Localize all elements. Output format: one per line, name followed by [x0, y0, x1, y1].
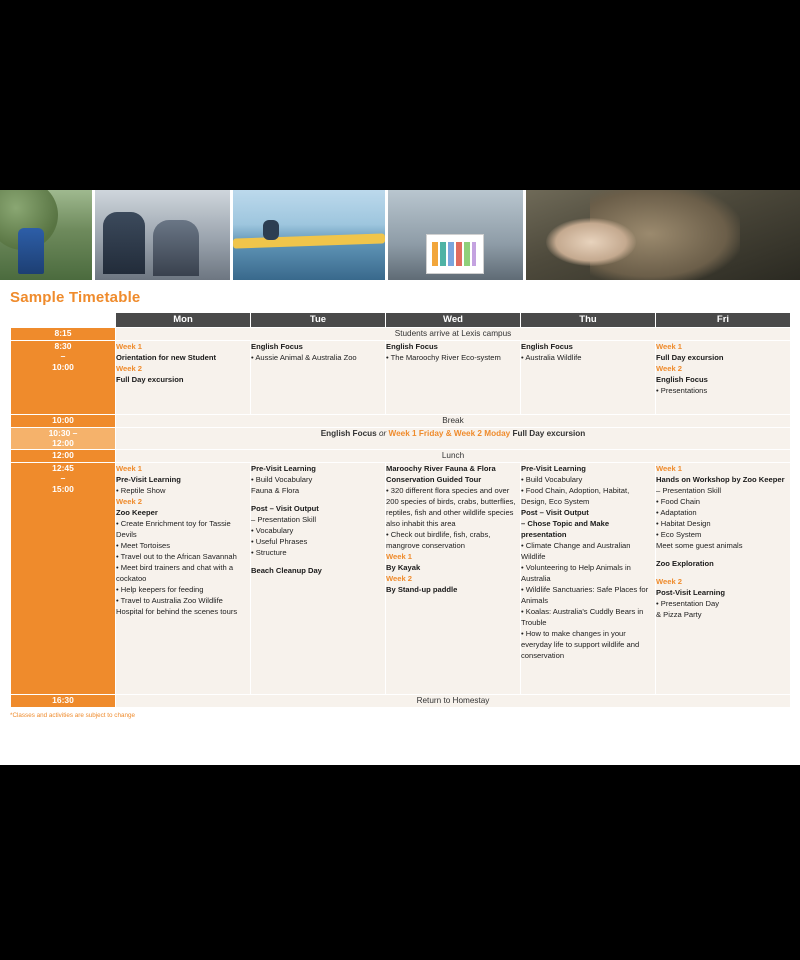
list-item: • Travel out to the African Savannah [116, 551, 237, 561]
photo-classroom [95, 190, 230, 280]
time-1000: 10:00 [11, 414, 116, 427]
fri-morning-week2-label: Week 2 [656, 363, 683, 373]
table-header-row [11, 313, 791, 328]
timetable-sheet [0, 190, 800, 765]
wed-aft-week2-label: Week 2 [386, 573, 413, 583]
footnote: *Classes and activities are subject to change [10, 711, 135, 719]
row-afternoon [11, 462, 791, 694]
list-item: • Create Enrichment toy for Tassie Devils [116, 518, 231, 539]
band-mid-or: or [378, 428, 387, 438]
list-item: Meet some guest animals [656, 540, 743, 550]
row-break [11, 414, 791, 427]
list-item: • Volunteering to Help Animals in Australia [521, 562, 631, 583]
list-item: • Eco System [656, 529, 702, 539]
cell-mon-afternoon [116, 462, 251, 694]
list-item: • Food Chain [656, 496, 701, 506]
tue-aft-list-1 [251, 474, 385, 496]
list-item: • Useful Phrases [251, 536, 308, 546]
wed-aft-week1-title: By Kayak [386, 562, 421, 572]
time-mid-start: 10:30 – [48, 427, 78, 438]
list-item: • Build Vocabulary [521, 474, 583, 484]
band-break: Break [116, 414, 791, 427]
wed-aft-week1-label: Week 1 [386, 551, 413, 561]
list-item: • Structure [251, 547, 287, 557]
mon-morning-week1-label: Week 1 [116, 341, 143, 351]
fri-aft-list-2 [656, 598, 790, 620]
band-mid-excursion: Full Day excursion [512, 428, 586, 438]
band-arrive: Students arrive at Lexis campus [116, 327, 791, 340]
photo-climbing-frame [0, 190, 92, 280]
time-1030-1200 [11, 427, 116, 449]
list-item: • Adaptation [656, 507, 697, 517]
wed-morning-heading: English Focus [386, 341, 438, 351]
mon-aft-week2-title: Zoo Keeper [116, 507, 158, 517]
band-mid-english: English Focus [320, 428, 377, 438]
fri-aft-week1-sub: – Presentation Skill [656, 485, 722, 495]
list-item: • Meet Tortoises [116, 540, 171, 550]
row-lunch [11, 449, 791, 462]
time-end: 10:00 [52, 361, 74, 372]
fri-aft-section-2: Zoo Exploration [656, 558, 714, 568]
list-item: • Check out birdlife, fish, crabs, mangrove conservation [386, 529, 491, 550]
tue-aft-title-2: Post – Visit Output [251, 503, 319, 513]
mon-aft-week1-title: Pre-Visit Learning [116, 474, 181, 484]
list-item: • Meet bird trainers and chat with a cockatoo [116, 562, 234, 583]
header-day-thu: Thu [521, 313, 656, 328]
list-item: • Food Chain, Adoption, Habitat, Design, Eco System [521, 485, 630, 506]
cell-wed-afternoon [386, 462, 521, 694]
list-item: • Vocabulary [251, 525, 294, 535]
fri-aft-week2-title: Post-Visit Learning [656, 587, 726, 597]
cell-fri-morning [656, 340, 791, 414]
fri-aft-list-1 [656, 496, 790, 551]
thu-aft-subtitle-2: – Chose Topic and Make presentation [521, 518, 610, 539]
mon-morning-week2-label: Week 2 [116, 363, 143, 373]
mon-aft-week2-label: Week 2 [116, 496, 143, 506]
row-morning [11, 340, 791, 414]
band-midmorning [116, 427, 791, 449]
cell-wed-morning [386, 340, 521, 414]
header-day-wed: Wed [386, 313, 521, 328]
time-0815: 8:15 [11, 327, 116, 340]
header-corner-blank [11, 313, 116, 328]
fri-aft-week1-label: Week 1 [656, 463, 683, 473]
tue-morning-item-0: • Aussie Animal & Australia Zoo [251, 352, 357, 362]
thu-morning-item-0: • Australia Wildlife [521, 352, 582, 362]
mon-aft-week2-list [116, 518, 250, 617]
tue-aft-title-1: Pre-Visit Learning [251, 463, 316, 473]
fri-aft-week2-label: Week 2 [656, 576, 683, 586]
tue-morning-heading: English Focus [251, 341, 303, 351]
tue-aft-title-3: Beach Cleanup Day [251, 565, 322, 575]
time-mid-end: 12:00 [52, 438, 74, 449]
thu-aft-title-1: Pre-Visit Learning [521, 463, 586, 473]
thu-aft-list-2 [521, 540, 655, 661]
time-1630: 16:30 [11, 694, 116, 707]
list-item: • Koalas: Australia's Cuddly Bears in Trouble [521, 606, 644, 627]
fri-aft-week1-title: Hands on Workshop by Zoo Keeper [656, 474, 785, 484]
time-0830-1000 [11, 340, 116, 414]
cell-mon-morning [116, 340, 251, 414]
thu-morning-heading: English Focus [521, 341, 573, 351]
mon-morning-week1-title: Orientation for new Student [116, 352, 216, 362]
photo-strip [0, 190, 800, 280]
header-day-tue: Tue [251, 313, 386, 328]
mon-aft-week1-label: Week 1 [116, 463, 143, 473]
cell-thu-afternoon [521, 462, 656, 694]
header-day-fri: Fri [656, 313, 791, 328]
header-day-mon: Mon [116, 313, 251, 328]
band-lunch: Lunch [116, 449, 791, 462]
list-item: • Travel to Australia Zoo Wildlife Hospital for behind the scenes tours [116, 595, 238, 616]
list-item: • Habitat Design [656, 518, 711, 528]
photo-students-chart [388, 190, 523, 280]
tue-aft-list-2 [251, 525, 385, 558]
list-item: • How to make changes in your everyday life to support wildlife and conservation [521, 628, 640, 660]
row-midmorning [11, 427, 791, 449]
fri-morning-week1-title: Full Day excursion [656, 352, 724, 362]
list-item: • Build Vocabulary [251, 474, 313, 484]
list-item: • Climate Change and Australian Wildlife [521, 540, 631, 561]
list-item: • Help keepers for feeding [116, 584, 204, 594]
wed-aft-list-1 [386, 485, 520, 551]
spacer [251, 496, 385, 503]
cell-fri-afternoon [656, 462, 791, 694]
time-1245-1500 [11, 462, 116, 694]
time-1200: 12:00 [11, 449, 116, 462]
list-item: Fauna & Flora [251, 485, 300, 495]
row-return [11, 694, 791, 707]
thu-aft-title-2: Post – Visit Output [521, 507, 589, 517]
mon-morning-week2-title: Full Day excursion [116, 374, 184, 384]
timetable [10, 312, 791, 708]
fri-morning-week2-title: English Focus [656, 374, 708, 384]
row-arrive [11, 327, 791, 340]
page-title: Sample Timetable [10, 289, 141, 306]
band-mid-weeks: Week 1 Friday & Week 2 Moday [388, 428, 511, 438]
list-item: • Presentation Day [656, 598, 720, 608]
spacer [656, 569, 790, 576]
time-aft-end: 15:00 [52, 483, 74, 494]
thu-aft-list-1 [521, 474, 655, 507]
spacer [251, 558, 385, 565]
tue-aft-subtitle-2: – Presentation Skill [251, 514, 317, 524]
fri-morning-week1-label: Week 1 [656, 341, 683, 351]
time-dash: – [60, 351, 66, 362]
cell-tue-morning [251, 340, 386, 414]
time-aft-start: 12:45 [52, 462, 74, 473]
list-item: & Pizza Party [656, 609, 702, 619]
wed-aft-title-1: Maroochy River Fauna & Flora Conservation Guided Tour [386, 463, 496, 484]
time-aft-dash: – [60, 473, 66, 484]
spacer [656, 551, 790, 558]
photo-kangaroo-feeding [526, 190, 800, 280]
band-return: Return to Homestay [116, 694, 791, 707]
time-start: 8:30 [54, 340, 72, 351]
cell-tue-afternoon [251, 462, 386, 694]
wed-morning-item-0: • The Maroochy River Eco-system [386, 352, 501, 362]
photo-kayaking [233, 190, 385, 280]
wed-aft-week2-title: By Stand-up paddle [386, 584, 458, 594]
fri-morning-week2-item-0: • Presentations [656, 385, 708, 395]
list-item: • Wildlife Sanctuaries: Safe Places for Animals [521, 584, 649, 605]
list-item: • 320 different flora species and over 200 species of birds, crabs, butterflies, reptiles, fish and other wildlife species also inhabit this area [386, 485, 516, 528]
mon-aft-week1-item-0: • Reptile Show [116, 485, 166, 495]
cell-thu-morning [521, 340, 656, 414]
